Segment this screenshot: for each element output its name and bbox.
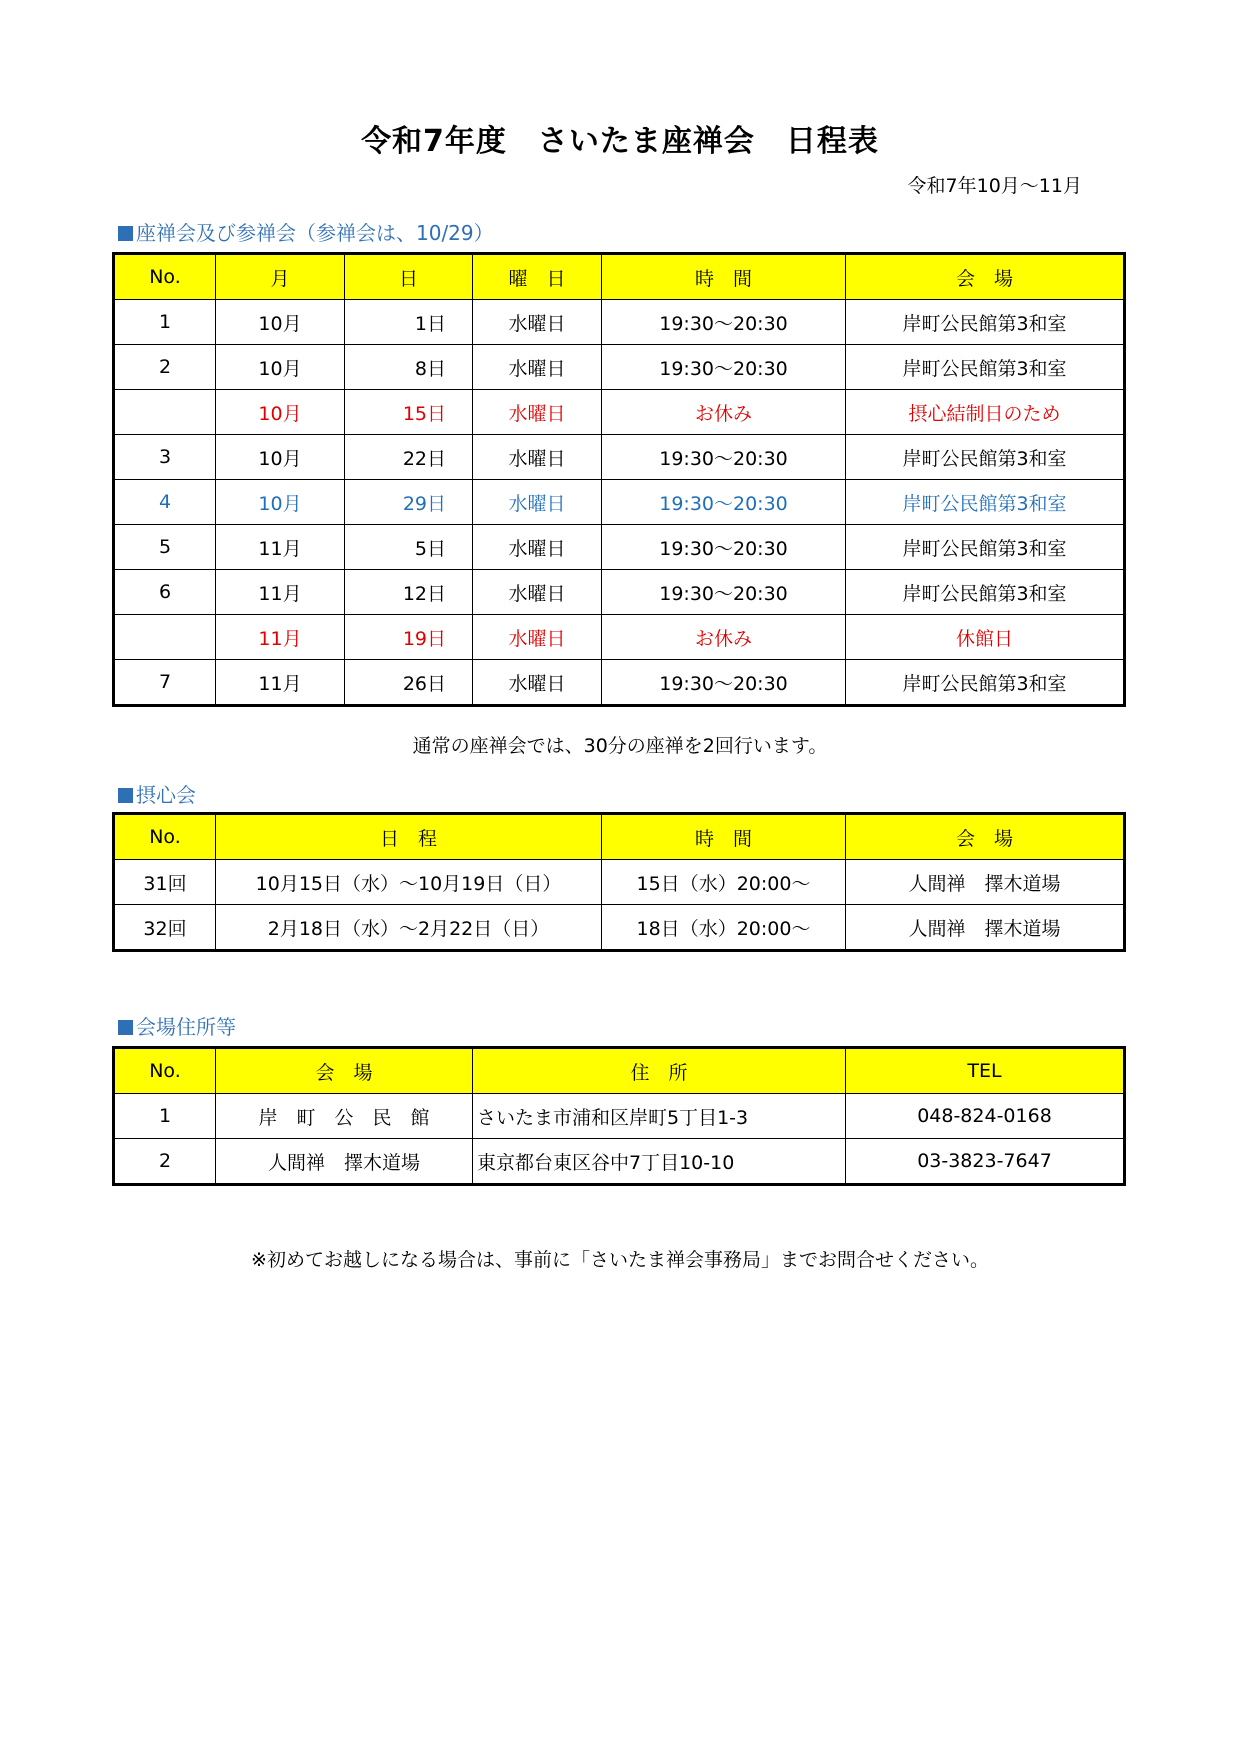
header-address: 住 所 (473, 1048, 846, 1094)
cell-day: 1日 (345, 300, 473, 345)
cell-venue: 休館日 (846, 615, 1125, 660)
table-row (114, 390, 1125, 435)
header-no: No. (114, 1048, 216, 1094)
header-time: 時 間 (602, 814, 846, 860)
cell-no: 1 (114, 300, 216, 345)
cell-time: 15日（水）20:00～ (602, 860, 846, 905)
table-row (114, 570, 1125, 615)
table-row (114, 435, 1125, 480)
cell-venue: 岸町公民館第3和室 (846, 570, 1125, 615)
cell-no: 6 (114, 570, 216, 615)
table-row (114, 300, 1125, 345)
cell-no: 32回 (114, 905, 216, 951)
table-row (114, 345, 1125, 390)
table-row (114, 1139, 1125, 1185)
cell-venue: 岸町公民館第3和室 (846, 345, 1125, 390)
cell-month: 10月 (216, 480, 345, 525)
cell-day: 5日 (345, 525, 473, 570)
table-row (114, 525, 1125, 570)
schedule-table (112, 252, 1126, 707)
cell-time: 19:30～20:30 (602, 525, 846, 570)
header-day: 日 (345, 254, 473, 300)
cell-month: 11月 (216, 570, 345, 615)
cell-weekday: 水曜日 (473, 300, 602, 345)
cell-time: 19:30～20:30 (602, 345, 846, 390)
cell-no (114, 615, 216, 660)
header-venue: 会 場 (846, 814, 1125, 860)
cell-no: 7 (114, 660, 216, 706)
header-venue: 会 場 (846, 254, 1125, 300)
cell-no (114, 390, 216, 435)
cell-venue: 摂心結制日のため (846, 390, 1125, 435)
cell-month: 11月 (216, 525, 345, 570)
header-no: No. (114, 814, 216, 860)
cell-venue: 岸町公民館第3和室 (846, 525, 1125, 570)
cell-no: 5 (114, 525, 216, 570)
header-no: No. (114, 254, 216, 300)
header-venue: 会 場 (216, 1048, 473, 1094)
cell-no: 2 (114, 345, 216, 390)
cell-weekday: 水曜日 (473, 390, 602, 435)
cell-month: 11月 (216, 615, 345, 660)
square-bullet-icon (118, 1020, 133, 1035)
cell-time: 19:30～20:30 (602, 570, 846, 615)
cell-schedule: 10月15日（水）～10月19日（日） (216, 860, 602, 905)
cell-day: 8日 (345, 345, 473, 390)
cell-month: 10月 (216, 300, 345, 345)
period-label: 令和7年10月～11月 (907, 175, 1082, 197)
cell-time: 19:30～20:30 (602, 300, 846, 345)
table-row (114, 480, 1125, 525)
header-time: 時 間 (602, 254, 846, 300)
cell-venue: 岸 町 公 民 館 (216, 1094, 473, 1139)
cell-time: 19:30～20:30 (602, 660, 846, 706)
table-header-row (114, 814, 1125, 860)
cell-venue: 岸町公民館第3和室 (846, 660, 1125, 706)
table-header-row (114, 1048, 1125, 1094)
cell-weekday: 水曜日 (473, 615, 602, 660)
cell-time: お休み (602, 615, 846, 660)
cell-venue: 岸町公民館第3和室 (846, 435, 1125, 480)
table-header-row (114, 254, 1125, 300)
cell-address: 東京都台東区谷中7丁目10-10 (473, 1139, 846, 1185)
cell-time: お休み (602, 390, 846, 435)
cell-no: 4 (114, 480, 216, 525)
cell-weekday: 水曜日 (473, 480, 602, 525)
cell-weekday: 水曜日 (473, 345, 602, 390)
table-row (114, 660, 1125, 706)
cell-no: 1 (114, 1094, 216, 1139)
square-bullet-icon (118, 788, 133, 803)
schedule-note: 通常の座禅会では、30分の座禅を2回行います。 (412, 735, 828, 757)
sesshin-table (112, 812, 1126, 952)
header-weekday: 曜 日 (473, 254, 602, 300)
table-row (114, 905, 1125, 951)
footnote: ※初めてお越しになる場合は、事前に「さいたま禅会事務局」までお問合せください。 (251, 1249, 989, 1271)
cell-time: 19:30～20:30 (602, 480, 846, 525)
cell-schedule: 2月18日（水）～2月22日（日） (216, 905, 602, 951)
cell-day: 29日 (345, 480, 473, 525)
cell-time: 18日（水）20:00～ (602, 905, 846, 951)
table-row (114, 860, 1125, 905)
header-tel: TEL (846, 1048, 1125, 1094)
cell-tel: 048-824-0168 (846, 1094, 1125, 1139)
page-title: 令和7年度 さいたま座禅会 日程表 (361, 124, 879, 159)
cell-month: 10月 (216, 435, 345, 480)
cell-time: 19:30～20:30 (602, 435, 846, 480)
cell-day: 19日 (345, 615, 473, 660)
cell-no: 31回 (114, 860, 216, 905)
cell-weekday: 水曜日 (473, 525, 602, 570)
cell-address: さいたま市浦和区岸町5丁目1-3 (473, 1094, 846, 1139)
cell-venue: 人間禅 擇木道場 (216, 1139, 473, 1185)
cell-weekday: 水曜日 (473, 435, 602, 480)
cell-month: 10月 (216, 345, 345, 390)
section-heading-schedule (118, 217, 494, 246)
section-heading-venues (118, 1011, 236, 1040)
section-heading-text: 会場住所等 (136, 1015, 236, 1039)
table-row (114, 1094, 1125, 1139)
cell-tel: 03-3823-7647 (846, 1139, 1125, 1185)
cell-day: 26日 (345, 660, 473, 706)
section-heading-text: 座禅会及び参禅会（参禅会は、10/29） (136, 221, 494, 245)
cell-weekday: 水曜日 (473, 660, 602, 706)
header-schedule: 日 程 (216, 814, 602, 860)
cell-day: 22日 (345, 435, 473, 480)
cell-day: 12日 (345, 570, 473, 615)
cell-weekday: 水曜日 (473, 570, 602, 615)
cell-no: 3 (114, 435, 216, 480)
cell-venue: 人間禅 擇木道場 (846, 860, 1125, 905)
cell-venue: 人間禅 擇木道場 (846, 905, 1125, 951)
venue-table (112, 1046, 1126, 1186)
cell-venue: 岸町公民館第3和室 (846, 480, 1125, 525)
cell-venue: 岸町公民館第3和室 (846, 300, 1125, 345)
cell-no: 2 (114, 1139, 216, 1185)
section-heading-sesshin (118, 779, 196, 808)
cell-day: 15日 (345, 390, 473, 435)
cell-month: 11月 (216, 660, 345, 706)
section-heading-text: 摂心会 (136, 783, 196, 807)
table-row (114, 615, 1125, 660)
header-month: 月 (216, 254, 345, 300)
square-bullet-icon (118, 226, 133, 241)
cell-month: 10月 (216, 390, 345, 435)
